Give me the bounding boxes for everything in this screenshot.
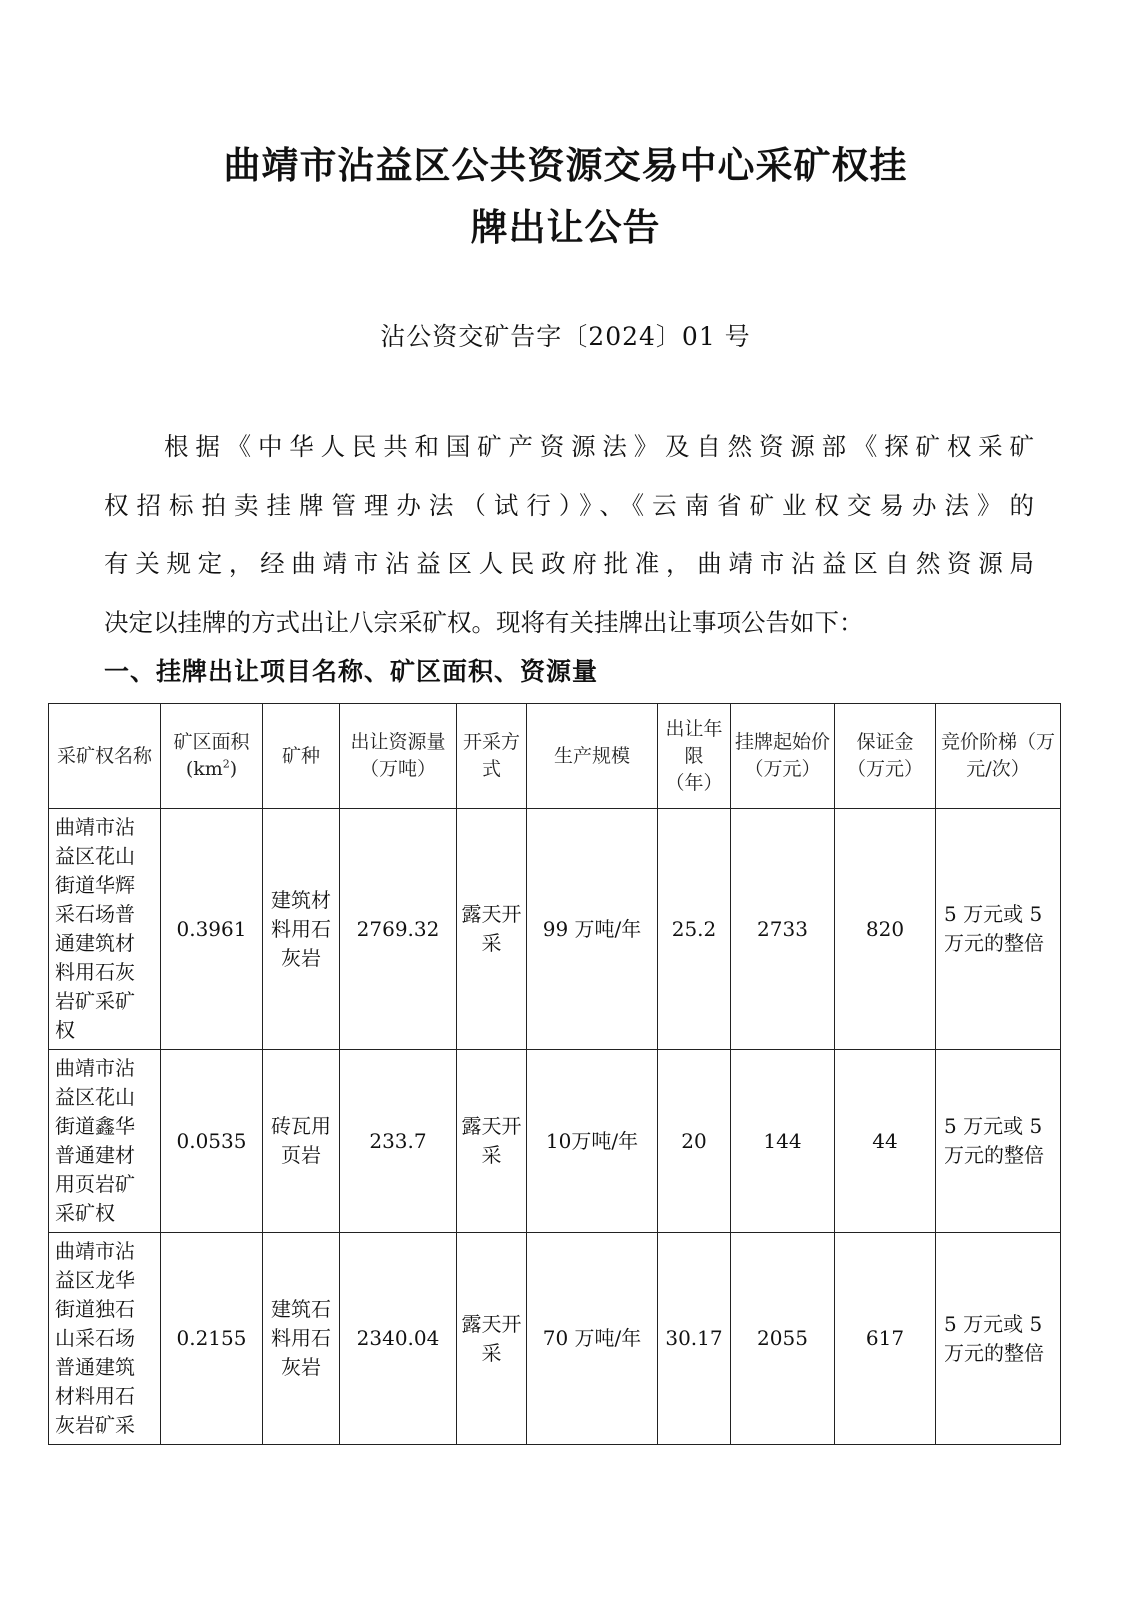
cell-mineral: 建筑材料用石灰岩 [263,809,340,1050]
header-increment: 竞价阶梯（万元/次） [936,704,1061,809]
cell-start-price: 2055 [731,1233,835,1445]
cell-resource: 2769.32 [340,809,457,1050]
header-scale: 生产规模 [527,704,658,809]
header-mineral: 矿种 [263,704,340,809]
document-title-line-1: 曲靖市沾益区公共资源交易中心采矿权挂 [223,144,908,187]
cell-name: 曲靖市沾益区花山街道华辉采石场普通建筑材料用石灰岩矿采矿权 [49,809,161,1050]
table-row [49,1233,1061,1445]
document-number: 沾公资交矿告字〔2024〕01 号 [380,322,751,351]
cell-mineral: 砖瓦用页岩 [263,1050,340,1233]
intro-line-3: 有关规定，经曲靖市沾益区人民政府批准，曲靖市沾益区自然资源局 [104,549,1034,578]
intro-line-4: 决定以挂牌的方式出让八宗采矿权。现将有关挂牌出让事项公告如下： [104,607,864,637]
section-heading: 一、挂牌出让项目名称、矿区面积、资源量 [104,657,599,686]
intro-line-1: 根据《中华人民共和国矿产资源法》及自然资源部《探矿权采矿 [164,432,1034,461]
cell-area: 0.2155 [161,1233,263,1445]
mining-rights-table [48,703,1061,1445]
cell-name: 曲靖市沾益区龙华街道独石山采石场普通建筑材料用石灰岩矿采 [49,1233,161,1445]
document-title-line-2: 牌出让公告 [470,206,661,249]
header-term: 出让年限（年） [658,704,731,809]
header-area-label: 矿区面积(km [173,731,250,780]
header-method: 开采方式 [457,704,527,809]
header-start-price: 挂牌起始价（万元） [731,704,835,809]
header-name: 采矿权名称 [49,704,161,809]
cell-start-price: 144 [731,1050,835,1233]
cell-resource: 233.7 [340,1050,457,1233]
cell-mineral: 建筑石料用石灰岩 [263,1233,340,1445]
intro-paragraph [104,418,1034,652]
cell-method: 露天开采 [457,1233,527,1445]
cell-name: 曲靖市沾益区花山街道鑫华普通建材用页岩矿采矿权 [49,1050,161,1233]
cell-area: 0.3961 [161,809,263,1050]
cell-area: 0.0535 [161,1050,263,1233]
header-area-superscript: 2 [222,757,230,771]
cell-deposit: 44 [835,1050,936,1233]
cell-deposit: 617 [835,1233,936,1445]
cell-term: 25.2 [658,809,731,1050]
cell-scale: 10万吨/年 [527,1050,658,1233]
cell-method: 露天开采 [457,809,527,1050]
cell-increment: 5 万元或 5 万元的整倍 [936,1233,1061,1445]
cell-term: 30.17 [658,1233,731,1445]
intro-line-2: 权招标拍卖挂牌管理办法（试行）》、《云南省矿业权交易办法》的 [104,490,1034,520]
document-title [0,135,1131,259]
table-header-row [49,704,1061,809]
cell-increment: 5 万元或 5 万元的整倍 [936,809,1061,1050]
cell-method: 露天开采 [457,1050,527,1233]
table-row [49,809,1061,1050]
cell-start-price: 2733 [731,809,835,1050]
cell-resource: 2340.04 [340,1233,457,1445]
cell-deposit: 820 [835,809,936,1050]
cell-scale: 70 万吨/年 [527,1233,658,1445]
header-area-close: ) [229,758,238,780]
header-area [161,704,263,809]
header-resource: 出让资源量（万吨） [340,704,457,809]
table-row [49,1050,1061,1233]
header-deposit: 保证金（万元） [835,704,936,809]
cell-scale: 99 万吨/年 [527,809,658,1050]
cell-increment: 5 万元或 5 万元的整倍 [936,1050,1061,1233]
cell-term: 20 [658,1050,731,1233]
